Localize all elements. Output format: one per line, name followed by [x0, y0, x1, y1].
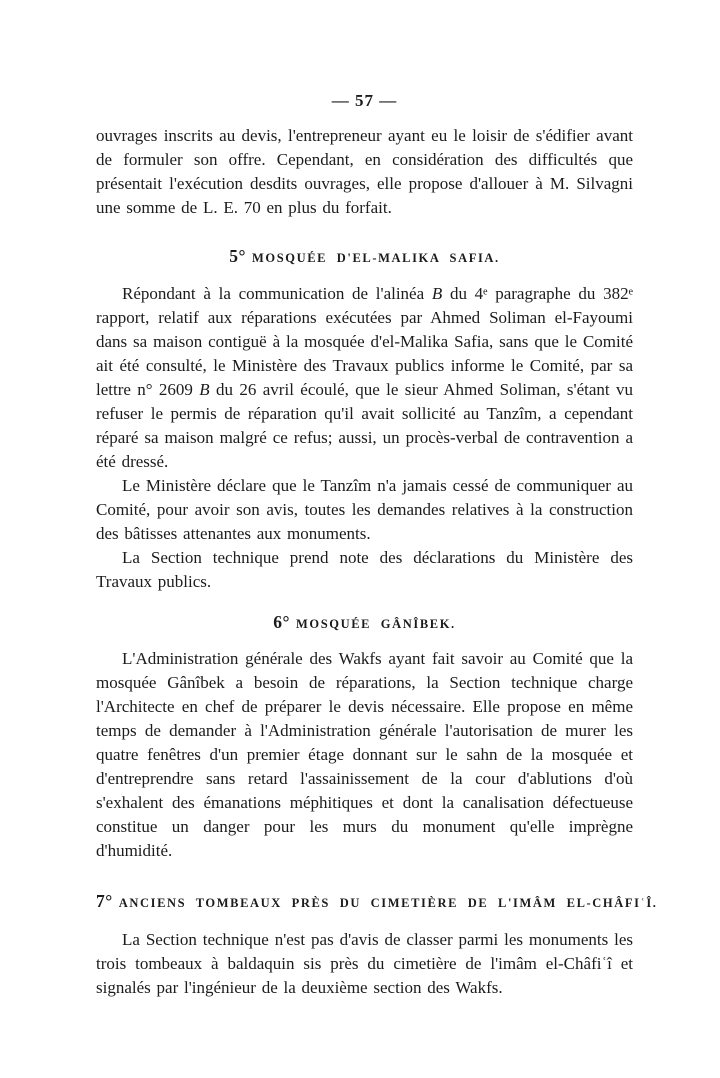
section-title: MOSQUÉE GÂNÎBEK. [295, 617, 456, 631]
page-number: — 57 — [331, 91, 398, 110]
text-run: du 4ᵉ paragraphe du 382ᵉ rapport, relatif aux réparations exécutées par Ahmed Soliman el-Fayoumi dans sa maison contiguë à la mosquée d'el-Malika Safia, sans que le Comité ait été consulté, le Ministère des Travaux publics informe le Comité, par sa lettre n° 2609 [96, 284, 633, 399]
italic-letter-b: B [431, 284, 443, 303]
section-number: 7° [96, 891, 113, 911]
section-heading-6-mosquee-ganibek [96, 610, 633, 635]
section-title: ANCIENS TOMBEAUX PRÈS DU CIMETIÈRE DE L'IMÂM EL-CHÂFIʿÎ. [118, 896, 658, 910]
italic-letter-b: B [199, 380, 210, 399]
section-title: MOSQUÉE D'EL-MALIKA SAFIA. [251, 251, 500, 265]
section-heading-5-mosquee-el-malika-safia [96, 244, 633, 269]
text-run: du 26 avril écoulé, que le sieur Ahmed Soliman, s'étant vu refuser le permis de réparation qu'il avait sollicité au Tanzîm, a cependant réparé sa maison malgré ce refus; aussi, un procès-verbal de contravention a été dressé. [96, 380, 633, 471]
section-number: 6° [273, 612, 290, 632]
section-number: 5° [229, 246, 246, 266]
text-run: Répondant à la communication de l'alinéa [122, 284, 432, 303]
paragraph-ministere-declare: Le Ministère déclare que le Tanzîm n'a jamais cessé de communiquer au Comité, pour avoir son avis, toutes les demandes relatives à la construction des bâtisses attenantes aux monuments. [96, 476, 633, 543]
paragraph-administration-wakfs: L'Administration générale des Wakfs ayant fait savoir au Comité que la mosquée Gânîbek a besoin de réparations, la Section technique charge l'Architecte en chef de préparer le devis nécessaire. Elle propose en même temps de demander à l'Administration générale l'autorisation de murer les quatre fenêtres d'un premier étage donnant sur le sahn de la mosquée et d'entreprendre sans retard l'assainissement de la cour d'ablutions d'où s'exhalent des émanations méphitiques et dont la canalisation défectueuse constitue un danger pour les murs du monument qu'elle imprègne d'humidité. [96, 649, 633, 860]
paragraph-repondant-communication [96, 282, 633, 474]
paragraph-section-technique-prend-note: La Section technique prend note des déclarations du Ministère des Travaux publics. [96, 548, 633, 591]
paragraph-continuation-silvagni: ouvrages inscrits au devis, l'entrepreneur ayant eu le loisir de s'édifier avant de formuler son offre. Cependant, en considération des difficultés que présentait l'exécution desdits ouvrages, elle propose d'allouer à M. Silvagni une somme de L. E. 70 en plus du forfait. [96, 126, 633, 217]
paragraph-section-technique-classement: La Section technique n'est pas d'avis de classer parmi les monuments les trois tombeaux à baldaquin sis près du cimetière de l'imâm el-Châfiʿî et signalés par l'ingénieur de la deuxième section des Wakfs. [96, 930, 633, 997]
section-heading-7-anciens-tombeaux [96, 889, 658, 914]
